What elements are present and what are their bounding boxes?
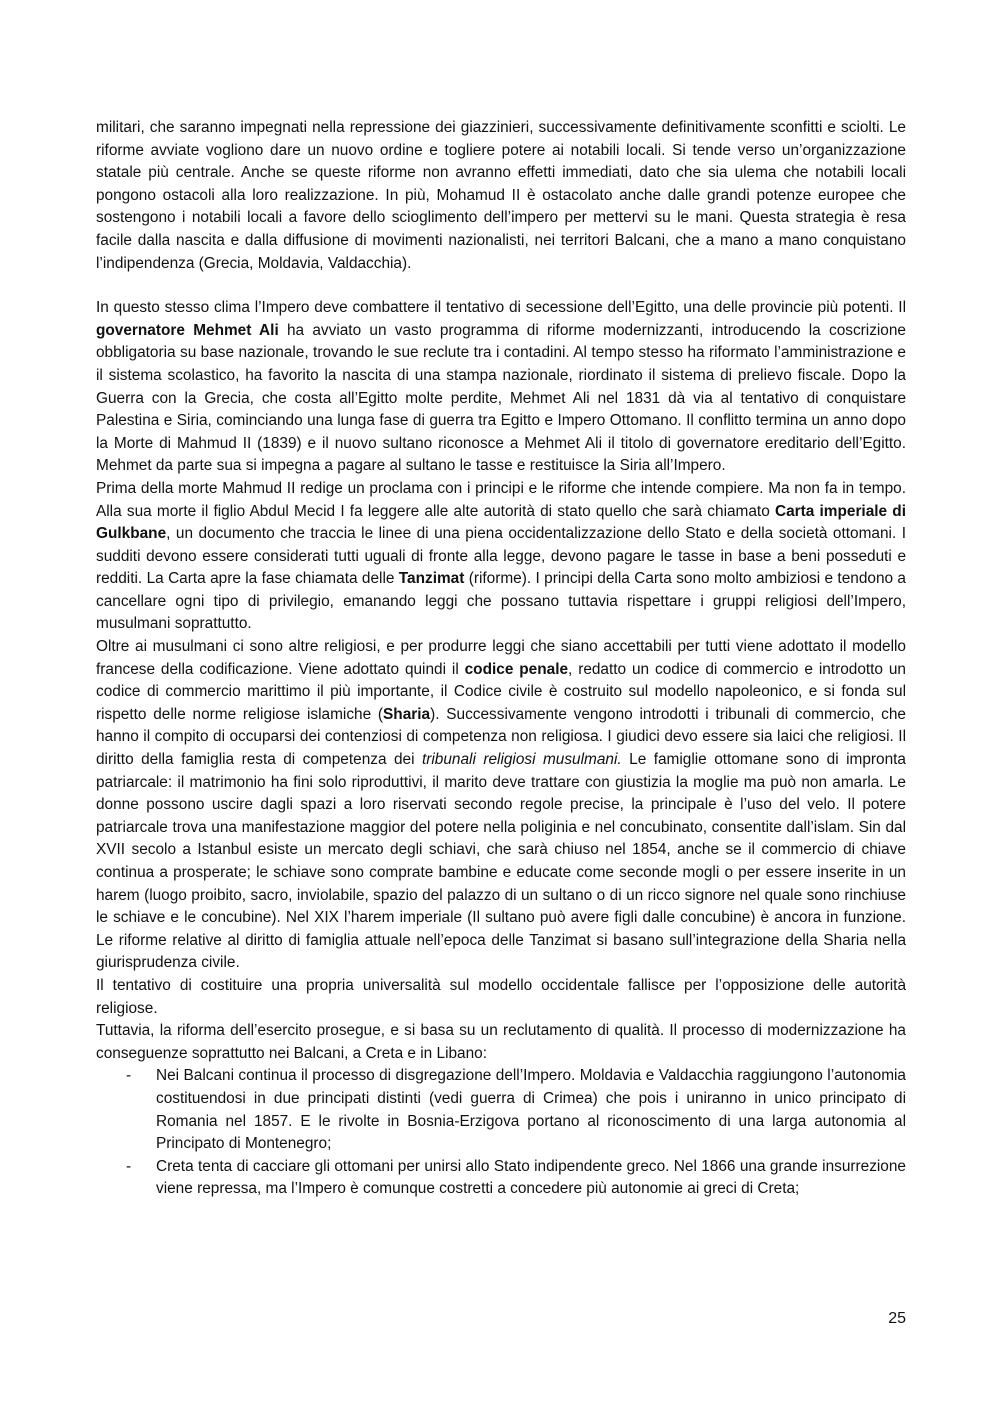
page-number: 25: [888, 1310, 906, 1327]
paragraph-codification: [96, 636, 906, 975]
text-run: , redatto un codice di commercio e introdotto un codice di commercio marittimo il più importante, il Codice civile è costruito sul modello napoleonico, e si fonda sul rispetto delle norme religiose islamiche (: [96, 660, 906, 723]
list-item-text: Creta tenta di cacciare gli ottomani per unirsi allo Stato indipendente greco. Nel 1866 una grande insurrezione viene repressa, ma l’Impero è comunque costretti a concedere più autonomie ai greci di Creta;: [156, 1157, 906, 1198]
bold-term-tanzimat: Tanzimat: [398, 570, 465, 588]
text-run: Prima della morte Mahmud II redige un proclama con i principi e le riforme che intende compiere. Ma non fa in tempo. Alla sua morte il figlio Abdul Mecid I fa leggere alle alte autorità di stato quello che sarà chiamato: [96, 479, 906, 520]
paragraph-text: militari, che saranno impegnati nella repressione dei giazzinieri, successivamente definitivamente sconfitti e sciolti. Le riforme avviate vogliono dare un nuovo ordine e togliere potere ai notabili locali. Si tende verso un’organizzazione statale più centrale. Anche se queste riforme non avranno effetti immediati, dato che sia ulema che notabili locali pongono ostacoli alla loro realizzazione. In più, Mohamud II è ostacolato anche dalle grandi potenze europee che sostengono i notabili locali a favore dello scioglimento dell’impero per mettervi su le mani. Questa strategia è resa facile dalla nascita e dalla diffusione di movimenti nazionalisti, nei territori Balcani, che a mano a mano conquistano l’indipendenza (Grecia, Moldavia, Valdacchia).: [96, 119, 906, 272]
bold-term-carta-imperiale: Carta imperiale di Gulkbane: [96, 502, 906, 543]
page-body: [96, 117, 906, 1201]
paragraph-spacer: [96, 275, 906, 297]
paragraph-egypt-secession: [96, 297, 906, 478]
paragraph-text: Tuttavia, la riforma dell’esercito prosegue, e si basa su un reclutamento di qualità. Il processo di modernizzazione ha conseguenze soprattutto nei Balcani, a Creta e in Libano:: [96, 1022, 906, 1062]
text-run: ). Successivamente vengono introdotti i tribunali di commercio, che hanno il compito di occuparsi dei contenziosi di competenza non religiosa. I giudici devo essere sia laici che religiosi. Il diritto della famiglia resta di competenza dei: [96, 705, 906, 769]
text-run: In questo stesso clima l’Impero deve combattere il tentativo di secessione dell’Egitto, una delle provincie più potenti. Il: [96, 299, 906, 317]
bold-term-sharia: Sharia: [383, 705, 431, 723]
text-run: , un documento che traccia le linee di una piena occidentalizzazione dello Stato e della società ottomani. I sudditi devono essere considerati tutti uguali di fronte alla legge, devono pagare le tasse in base a beni posseduti e redditi. La Carta apre la fase chiamata delle: [96, 525, 906, 588]
list-item: [96, 1065, 906, 1155]
paragraph-universality: [96, 975, 906, 1020]
text-run: Le famiglie ottomane sono di impronta patriarcale: il matrimonio ha fini solo riproduttivi, il marito deve trattare con giustizia la moglie ma può non amarla. Le donne possono uscire dagli spazi a loro riservati secondo regole precise, la principale è l’uso del velo. Il potere patriarcale trova una manifestazione maggior del potere nella poliginia e nel concubinato, consentite dall’islam. Sin dal XVII secolo a Istanbul esiste un mercato degli schiavi, che sarà chiuso nel 1854, anche se il commercio di chiave continua a prosperate; le schiave sono comprate bambine e educate come seconde mogli o per essere inserite in un harem (luogo proibito, sacro, inviolabile, spazio del palazzo di un sultano o di un ricco signore nel quale sono rinchiuse le schiave e le concubine). Nel XIX l’harem imperiale (Il sultano può avere figli dalle concubine) è ancora in funzione. Le riforme relative al diritto di famiglia attuale nell’epoca delle Tanzimat si basano sull’integrazione della Sharia nella giurisprudenza civile.: [96, 751, 906, 972]
consequences-list: [96, 1065, 906, 1201]
text-run: ha avviato un vasto programma di riforme modernizzanti, introducendo la coscrizione obbligatoria su base nazionale, trovando le sue reclute tra i contadini. Al tempo stesso ha riformato l’amministrazione e il sistema scolastico, ha favorito la nascita di una stampa nazionale, riordinato il sistema di prelievo fiscale. Dopo la Guerra con la Grecia, che costa all’Egitto molte perdite, Mehmet Ali nel 1831 dà via al tentativo di conquistare Palestina e Siria, cominciando una lunga fase di guerra tra Egitto e Impero Ottomano. Il conflitto termina un anno dopo la Morte di Mahmud II (1839) e il nuovo sultano riconosce a Mehmet Ali il titolo di governatore ereditario dell’Egitto. Mehmet da parte sua si impegna a pagare al sultano le tasse e restituisce la Siria all’Impero.: [96, 321, 906, 475]
paragraph-gulkbane-charter: [96, 478, 906, 636]
paragraph-military-reforms: [96, 117, 906, 275]
list-item: [96, 1156, 906, 1201]
text-run: (riforme). I principi della Carta sono molto ambiziosi e tendono a cancellare ogni tipo di privilegio, emanando leggi che possano tuttavia rispettare i gruppi religiosi dell’Impero, musulmani soprattutto.: [96, 570, 906, 633]
paragraph-army-reform: [96, 1020, 906, 1065]
text-run: Oltre ai musulmani ci sono altre religiosi, e per produrre leggi che siano accettabili per tutti viene adottato il modello francese della codificazione. Viene adottato quindi il: [96, 638, 906, 678]
bold-term-mehmet-ali: governatore Mehmet Ali: [96, 321, 279, 339]
bold-term-codice-penale: codice penale: [464, 660, 569, 678]
list-bullet: -: [126, 1157, 132, 1175]
paragraph-text: Il tentativo di costituire una propria universalità sul modello occidentale fallisce per l’opposizione delle autorità religiose.: [96, 976, 906, 1017]
list-item-text: Nei Balcani continua il processo di disgregazione dell’Impero. Moldavia e Valdacchia raggiungono l’autonomia costituendosi in due principati distinti (vedi guerra di Crimea) che pois i uniranno in unico principato di Romania nel 1857. E le rivolte in Bosnia-Erzigova portano al riconoscimento di una larga autonomia al Principato di Montenegro;: [156, 1067, 906, 1153]
list-bullet: -: [126, 1067, 132, 1085]
italic-term-tribunali: tribunali religiosi musulmani.: [421, 751, 622, 769]
